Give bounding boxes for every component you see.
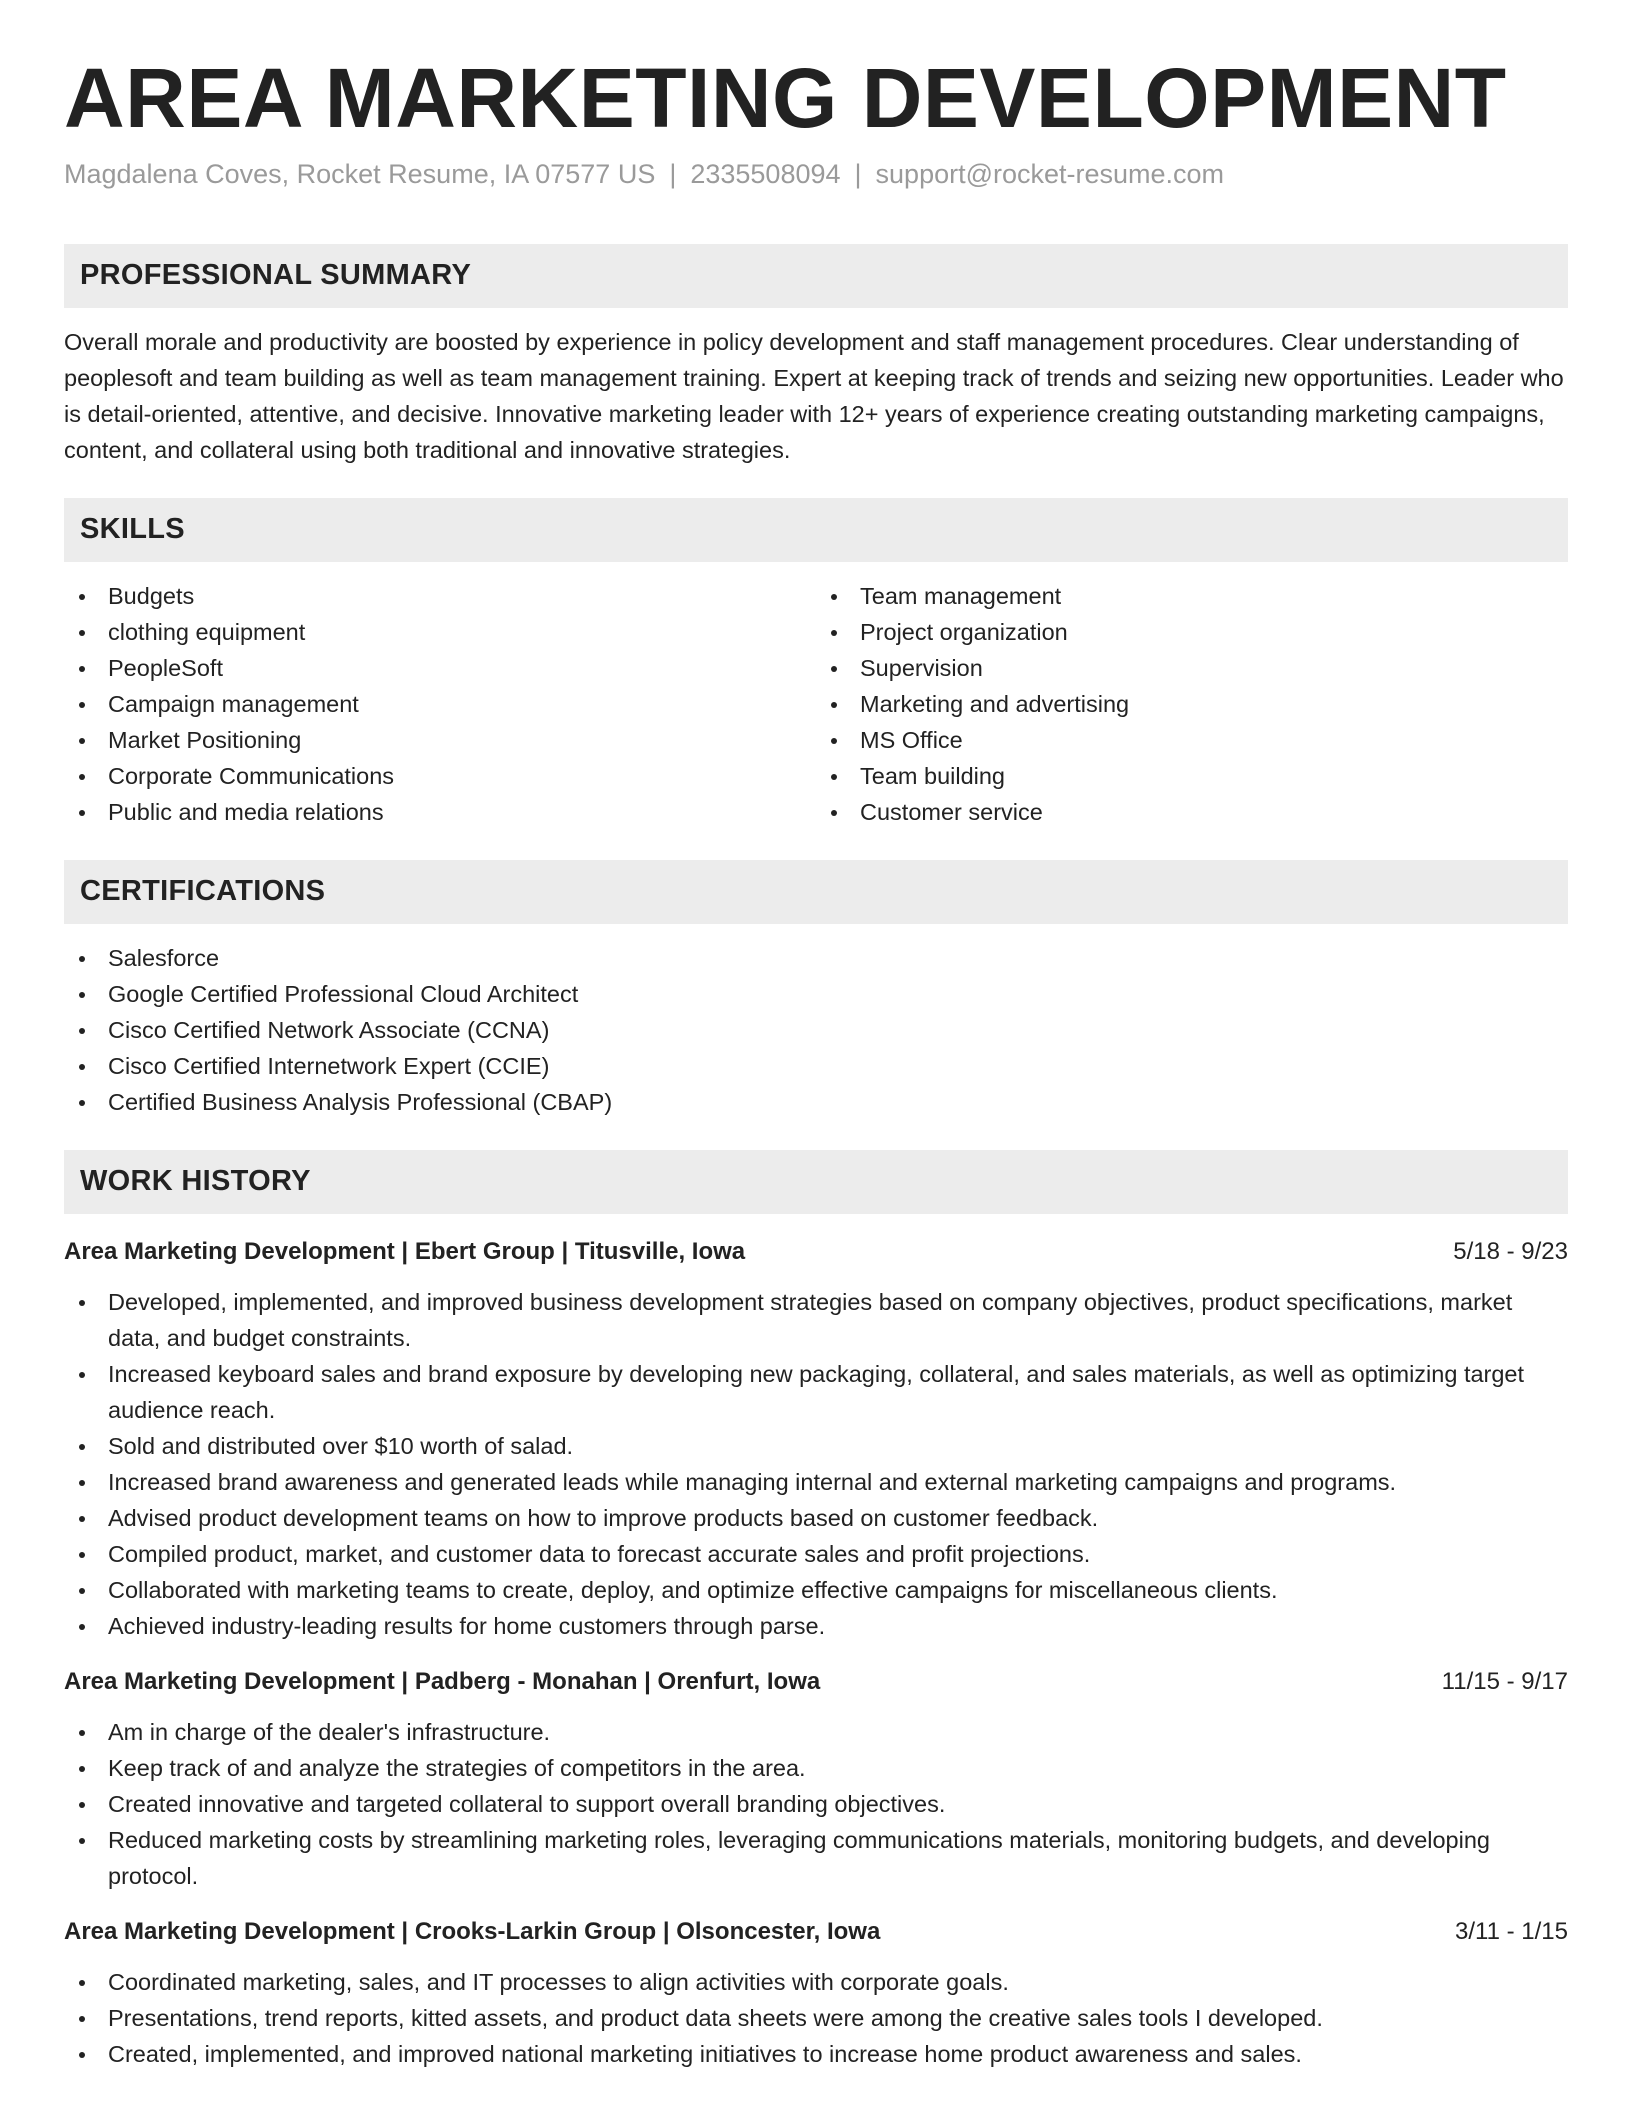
job-title: Area Marketing Development | Padberg - Monahan | Orenfurt, Iowa [64,1667,821,1695]
job-bullet: Developed, implemented, and improved business development strategies based on company objectives, product specifications, market data, and budget constraints. [64,1284,1568,1356]
skills-column-right [816,578,1568,830]
skill-item: Corporate Communications [64,758,816,794]
job-bullet: Created, implemented, and improved national marketing initiatives to increase home product awareness and sales. [64,2036,1568,2072]
job-bullets [64,1284,1568,1644]
skill-item: PeopleSoft [64,650,816,686]
job-bullets [64,1964,1568,2072]
summary-text: Overall morale and productivity are boosted by experience in policy development and staff management procedures. Clear understanding of peoplesoft and team building as well as team management training. Expert at keeping track of trends and seizing new opportunities. Leader who is detail-oriented, attentive, and decisive. Innovative marketing leader with 12+ years of experience creating outstanding marketing campaigns, content, and collateral using both traditional and innovative strategies. [64,328,1564,463]
contact-email: support@rocket-resume.com [875,158,1225,189]
contact-line [64,159,1568,190]
skill-item: Team management [816,578,1568,614]
job-bullet: Reduced marketing costs by streamlining marketing roles, leveraging communications materials, monitoring budgets, and developing protocol. [64,1822,1568,1894]
skills-heading: SKILLS [64,498,1568,562]
job-title: Area Marketing Development | Crooks-Larkin Group | Olsoncester, Iowa [64,1917,881,1945]
certification-item: Cisco Certified Network Associate (CCNA) [64,1012,1568,1048]
contact-address: Magdalena Coves, Rocket Resume, IA 07577 US [64,158,656,189]
contact-phone: 2335508094 [690,158,841,189]
skill-item: Budgets [64,578,816,614]
skill-item: Project organization [816,614,1568,650]
skill-item: MS Office [816,722,1568,758]
job-bullet: Increased keyboard sales and brand exposure by developing new packaging, collateral, and sales materials, as well as optimizing target audience reach. [64,1356,1568,1428]
certification-item: Certified Business Analysis Professional (CBAP) [64,1084,1568,1120]
skill-item: Marketing and advertising [816,686,1568,722]
skill-item: Supervision [816,650,1568,686]
job-bullet: Achieved industry-leading results for home customers through parse. [64,1608,1568,1644]
job-header [64,1234,1568,1270]
certification-item: Cisco Certified Internetwork Expert (CCIE) [64,1048,1568,1084]
resume-title: AREA MARKETING DEVELOPMENT [64,51,1507,145]
job-entry [64,1234,1568,1644]
job-bullets [64,1714,1568,1894]
skill-item: clothing equipment [64,614,816,650]
job-entry [64,1664,1568,1894]
certification-item: Google Certified Professional Cloud Architect [64,976,1568,1012]
skill-item: Team building [816,758,1568,794]
job-title: Area Marketing Development | Ebert Group | Titusville, Iowa [64,1237,746,1265]
job-bullet: Collaborated with marketing teams to create, deploy, and optimize effective campaigns for miscellaneous clients. [64,1572,1568,1608]
job-entry [64,1914,1568,2072]
job-dates: 3/11 - 1/15 [1455,1917,1568,1945]
job-bullet: Advised product development teams on how to improve products based on customer feedback. [64,1500,1568,1536]
skill-item: Market Positioning [64,722,816,758]
certifications-list [64,940,1568,1120]
job-bullet: Sold and distributed over $10 worth of salad. [64,1428,1568,1464]
skill-item: Customer service [816,794,1568,830]
job-bullet: Compiled product, market, and customer data to forecast accurate sales and profit projections. [64,1536,1568,1572]
job-bullet: Presentations, trend reports, kitted assets, and product data sheets were among the creative sales tools I developed. [64,2000,1568,2036]
certifications-heading: CERTIFICATIONS [64,860,1568,924]
skills-column-left [64,578,816,830]
job-bullet: Am in charge of the dealer's infrastructure. [64,1714,1568,1750]
skill-item: Public and media relations [64,794,816,830]
skill-item: Campaign management [64,686,816,722]
job-bullet: Increased brand awareness and generated leads while managing internal and external marketing campaigns and programs. [64,1464,1568,1500]
job-bullet: Created innovative and targeted collateral to support overall branding objectives. [64,1786,1568,1822]
job-bullet: Keep track of and analyze the strategies of competitors in the area. [64,1750,1568,1786]
job-dates: 11/15 - 9/17 [1441,1667,1568,1695]
job-header [64,1664,1568,1700]
contact-separator: | [669,158,677,189]
contact-separator: | [854,158,862,189]
job-bullet: Coordinated marketing, sales, and IT processes to align activities with corporate goals. [64,1964,1568,2000]
summary-heading: PROFESSIONAL SUMMARY [64,244,1568,308]
job-header [64,1914,1568,1950]
certification-item: Salesforce [64,940,1568,976]
work-history-heading: WORK HISTORY [64,1150,1568,1214]
job-dates: 5/18 - 9/23 [1453,1237,1568,1265]
skills-list [64,578,1568,830]
